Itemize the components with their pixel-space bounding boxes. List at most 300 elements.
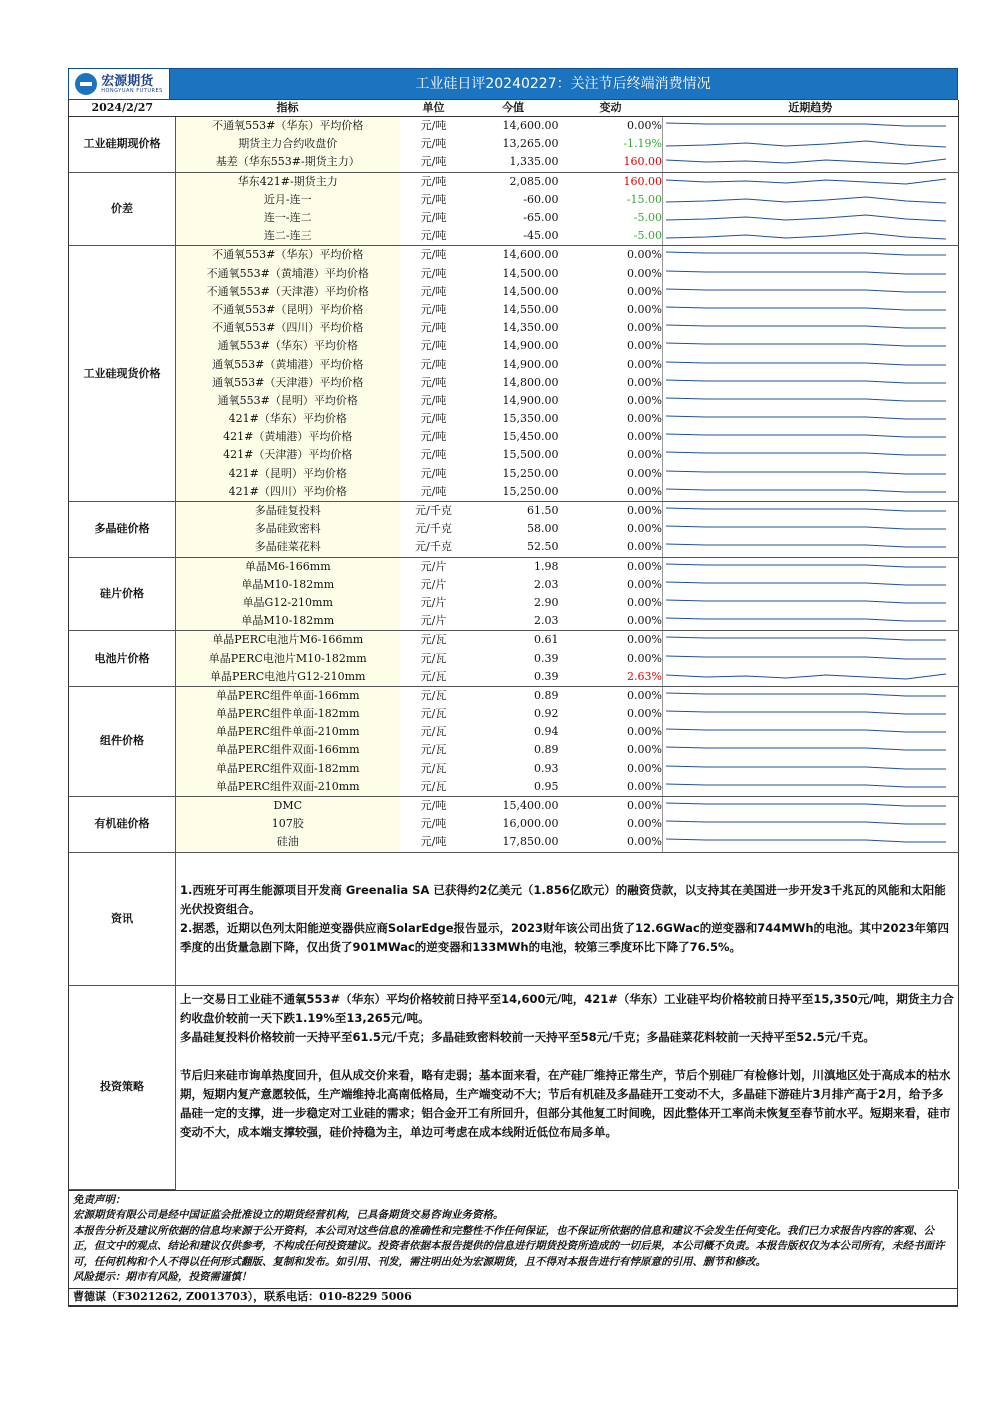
change-cell: 0.00% [559,538,663,557]
change-cell: 0.00% [627,633,662,647]
indicator-cell: 单晶PERC组件单面-182mm [176,705,400,723]
change-cell: 0.00% [627,375,662,389]
unit-cell: 元/千克 [400,538,468,557]
unit-cell: 元/吨 [420,174,447,188]
unit-cell: 元/瓦 [400,778,468,797]
table-row [69,557,959,576]
value-cell: 0.92 [534,707,559,721]
unit-cell: 元/瓦 [420,761,447,775]
table-row [69,265,959,283]
value-cell: 15,250.00 [502,466,559,480]
change-cell: 0.00% [559,612,663,631]
unit-cell: 元/吨 [420,430,447,444]
sparkline-line [666,362,946,365]
sparkline-line [666,434,946,437]
change-cell: 0.00% [627,321,662,335]
change-cell: 160.00 [559,153,663,172]
unit-cell: 元/吨 [400,227,468,246]
strategy-para-1: 上一交易日工业硅不通氧553#（华东）平均价格较前日持平至14,600元/吨，421#（华东）工业硅平均价格较前日持平至15,350元/吨，期货主力合约收盘价较前一天下跌1.19%至13,265元/吨。 [180,991,954,1025]
sparkline-line [666,729,946,732]
value-cell: 14,600.00 [502,119,559,133]
sparkline-svg [663,632,953,648]
trend-sparkline [663,209,959,227]
table-row [69,410,959,428]
indicator-cell: 单晶PERC组件单面-166mm [176,686,400,705]
disclaimer-line-1: 宏源期货有限公司是经中国证监会批准设立的期货经营机构，已具备期货交易咨询业务资格。 [73,1209,504,1221]
unit-cell: 元/千克 [415,504,452,518]
unit-cell: 元/吨 [420,375,447,389]
value-cell: 2.03 [468,612,559,631]
unit-cell: 元/吨 [420,266,447,280]
section-label: 有机硅价格 [69,796,176,852]
change-cell: 0.00% [627,761,662,775]
sparkline-line [666,508,946,511]
section-label: 多晶硅价格 [69,501,176,557]
sparkline-svg [663,302,953,318]
sparkline-line [666,766,946,769]
unit-cell: 元/吨 [420,137,447,151]
indicator-cell: 单晶PERC电池片G12-210mm [176,668,400,687]
value-cell: 13,265.00 [502,137,559,151]
value-cell: 15,500.00 [502,448,559,462]
value-cell: 14,900.00 [502,393,559,407]
table-row [69,815,959,833]
unit-cell: 元/吨 [420,321,447,335]
section-label: 工业硅期现价格 [69,117,176,173]
sparkline-line [666,398,946,401]
table-row [69,723,959,741]
value-cell: 1.98 [534,559,559,573]
indicator-cell: 107胶 [176,815,400,833]
indicator-cell: 连一-连二 [176,209,400,227]
text-table [68,853,959,1190]
sparkline-line [666,564,946,567]
trend-sparkline [663,246,959,265]
value-cell: 14,500.00 [502,284,559,298]
trend-sparkline [663,594,959,612]
sparkline-svg [663,539,953,555]
change-cell: 0.00% [627,266,662,280]
trend-sparkline [663,319,959,337]
value-cell: 0.93 [534,761,559,775]
indicator-cell: 连二-连三 [176,227,400,246]
logo-icon [75,73,97,95]
change-cell: 0.00% [627,817,662,831]
sparkline-svg [663,320,953,336]
unit-cell: 元/瓦 [420,725,447,739]
value-cell: 0.89 [534,688,559,702]
indicator-cell: 单晶G12-210mm [176,594,400,612]
trend-sparkline [663,557,959,576]
trend-sparkline [663,760,959,778]
sparkline-line [666,711,946,714]
indicator-cell: 通氧553#（天津港）平均价格 [176,374,400,392]
indicator-cell: 单晶PERC电池片M6-166mm [176,631,400,650]
unit-cell: 元/吨 [420,284,447,298]
news-item-1: 1.西班牙可再生能源项目开发商 Greenalia SA 已获得约2亿美元（1.856亿欧元）的融资贷款，以支持其在美国进一步开发3千兆瓦的风能和太阳能光伏投资组合。 [180,882,946,916]
value-cell: -60.00 [523,192,559,206]
sparkline-svg [663,393,953,409]
indicator-cell: 单晶PERC电池片M10-182mm [176,649,400,667]
report-header [68,68,958,100]
change-cell: 0.00% [627,284,662,298]
trend-sparkline [663,778,959,797]
trend-sparkline [663,191,959,209]
unit-cell: 元/吨 [400,483,468,502]
table-row [69,833,959,852]
unit-cell: 元/瓦 [420,651,447,665]
change-cell: 0.00% [627,466,662,480]
news-item-2: 2.据悉，近期以色列太阳能逆变器供应商SolarEdge报告显示，2023财年该公司出货了12.6GWac的逆变器和744MWh的电池。其中2023年第四季度的出货量急剧下降，仅出货了901MWac的逆变器和133MWh的电池，较第三季度环比下降了76.5%。 [180,920,950,954]
trend-sparkline [663,355,959,373]
sparkline-line [666,416,946,419]
table-row [69,172,959,191]
value-cell: 58.00 [527,522,559,536]
change-cell: 0.00% [627,448,662,462]
sparkline-line [666,380,946,383]
indicator-cell: 单晶M10-182mm [176,576,400,594]
trend-sparkline [663,483,959,502]
value-cell: 15,250.00 [468,483,559,502]
table-row [69,520,959,538]
trend-sparkline [663,705,959,723]
trend-sparkline [663,501,959,520]
sparkline-svg [663,174,953,190]
trend-sparkline [663,283,959,301]
sparkline-svg [663,375,953,391]
sparkline-svg [663,595,953,611]
trend-sparkline [663,410,959,428]
table-row [69,191,959,209]
trend-sparkline [663,796,959,815]
indicator-cell: 不通氧553#（华东）平均价格 [176,246,400,265]
unit-cell: 元/吨 [420,466,447,480]
indicator-cell: 单晶M6-166mm [176,557,400,576]
value-cell: 0.89 [534,743,559,757]
sparkline-svg [663,779,953,795]
strategy-row [69,985,959,1189]
unit-cell: 元/片 [420,595,447,609]
sparkline-svg [663,559,953,575]
col-indicator: 指标 [176,100,400,117]
table-row [69,355,959,373]
sparkline-svg [663,577,953,593]
sparkline-line [666,489,946,492]
section-label: 硅片价格 [69,557,176,631]
change-cell: 0.00% [627,357,662,371]
indicator-cell: 多晶硅复投料 [176,501,400,520]
indicator-cell: 单晶PERC组件双面-210mm [176,778,400,797]
indicator-cell: 421#（天津港）平均价格 [176,446,400,464]
sparkline-line [666,307,946,310]
sparkline-svg [663,411,953,427]
table-row [69,778,959,797]
news-label: 资讯 [69,853,176,986]
value-cell: 2.90 [534,595,559,609]
sparkline-line [666,197,946,203]
change-cell: 0.00% [559,483,663,502]
indicator-cell: 近月-连一 [176,191,400,209]
strategy-para-3: 节后归来硅市询单热度回升，但从成交价来看，略有走弱；基本面来看，在产硅厂维持正常生产，节后个别硅厂有检修计划，川滇地区处于高成本的枯水期，短期内复产意愿较低，生产端维持北高南低格局，生产端变动不大；节后有机硅及多晶硅开工变动不大，多晶硅下游硅片3月排产高于2月，给予多晶硅一定的支撑，进一步稳定对工业硅的需求；铝合金开工有所回升，但部分其他复工时间晚，因此整体开工率尚未恢复至春节前水平。短期来看，硅市变动不大，成本端支撑较强，硅价持稳为主，单边可考虑在成本线附近低位布局多单。 [180,1067,951,1139]
value-cell: 16,000.00 [502,817,559,831]
sparkline-line [666,526,946,529]
sparkline-line [666,289,946,292]
table-row [69,301,959,319]
sparkline-svg [663,357,953,373]
sparkline-line [666,123,946,126]
disclaimer-line-2: 本报告分析及建议所依据的信息均来源于公开资料，本公司对这些信息的准确性和完整性不作任何保证，也不保证所依据的信息和建议不会发生任何变化。我们已力求报告内容的客观、公正，但文中的观点、结论和建议仅供参考，不构成任何投资建议。投资者依据本报告提供的信息进行期货投资所造成的一切后果，本公司概不负责。本报告版权仅为本公司所有，未经书面许可，任何机构和个人不得以任何形式翻版、复制和发布。如引用、刊发，需注明出处为宏源期货，且不得对本报告进行有悖原意的引用、删节和修改。 [73,1224,945,1268]
indicator-cell: DMC [176,796,400,815]
trend-sparkline [663,135,959,153]
indicator-cell: 多晶硅菜花料 [176,538,400,557]
trend-sparkline [663,741,959,759]
trend-sparkline [663,337,959,355]
sparkline-line [666,784,946,787]
indicator-cell: 单晶PERC组件单面-210mm [176,723,400,741]
trend-sparkline [663,631,959,650]
table-row [69,283,959,301]
table-row [69,760,959,778]
value-cell: 2,085.00 [509,174,559,188]
col-change: 变动 [559,100,663,117]
trend-sparkline [663,465,959,483]
change-cell: 0.00% [627,119,662,133]
value-cell: 14,900.00 [502,339,559,353]
change-cell: 0.00% [627,688,662,702]
value-cell: 15,400.00 [502,799,559,813]
price-table [68,100,959,853]
unit-cell: 元/瓦 [420,743,447,757]
table-row [69,465,959,483]
unit-cell: 元/吨 [420,119,447,133]
unit-cell: 元/片 [420,577,447,591]
section-label: 价差 [69,172,176,246]
change-cell: 160.00 [623,174,662,188]
trend-sparkline [663,520,959,538]
sparkline-line [666,600,946,603]
table-row [69,705,959,723]
sparkline-svg [663,210,953,226]
indicator-cell: 421#（四川）平均价格 [176,483,400,502]
change-cell: 0.00% [627,577,662,591]
change-cell: 0.00% [559,833,663,852]
indicator-cell: 不通氧553#（昆明）平均价格 [176,301,400,319]
value-cell: 14,900.00 [502,357,559,371]
sparkline-line [666,159,946,164]
change-cell: 0.00% [627,430,662,444]
disclaimer [69,1190,957,1288]
value-cell: 1,335.00 [468,153,559,172]
change-cell: 0.00% [627,504,662,518]
change-cell: 0.00% [627,559,662,573]
table-row [69,576,959,594]
sparkline-svg [663,669,953,685]
unit-cell: 元/吨 [420,192,447,206]
indicator-cell: 通氧553#（昆明）平均价格 [176,392,400,410]
company-logo [69,69,170,99]
sparkline-svg [663,118,953,134]
trend-sparkline [663,392,959,410]
value-cell: 2.03 [534,577,559,591]
table-row [69,446,959,464]
trend-sparkline [663,446,959,464]
change-cell: 0.00% [627,725,662,739]
sparkline-svg [663,816,953,832]
table-row [69,483,959,502]
trend-sparkline [663,153,959,172]
change-cell: 0.00% [627,339,662,353]
sparkline-svg [663,154,953,170]
table-row [69,612,959,631]
value-cell: 0.94 [534,725,559,739]
sparkline-svg [663,447,953,463]
indicator-cell: 不通氧553#（华东）平均价格 [176,117,400,136]
unit-cell: 元/瓦 [420,633,447,647]
col-unit: 单位 [400,100,468,117]
sparkline-svg [663,688,953,704]
sparkline-line [666,233,946,239]
unit-cell: 元/瓦 [420,688,447,702]
value-cell: 17,850.00 [468,833,559,852]
change-cell: 0.00% [627,743,662,757]
change-cell: 0.00% [559,778,663,797]
sparkline-svg [663,466,953,482]
trend-sparkline [663,576,959,594]
value-cell: 14,500.00 [502,266,559,280]
disclaimer-heading: 免责声明： [73,1193,126,1206]
unit-cell: 元/吨 [420,302,447,316]
value-cell: 14,350.00 [502,321,559,335]
sparkline-svg [663,429,953,445]
indicator-cell: 期货主力合约收盘价 [176,135,400,153]
change-cell: 2.63% [559,668,663,687]
indicator-cell: 多晶硅致密料 [176,520,400,538]
indicator-cell: 单晶PERC组件双面-182mm [176,760,400,778]
change-cell: 0.00% [627,248,662,262]
sparkline-svg [663,338,953,354]
sparkline-line [666,141,946,147]
unit-cell: 元/吨 [420,799,447,813]
value-cell: 0.95 [468,778,559,797]
news-row [69,853,959,986]
change-cell: -15.00 [626,192,662,206]
value-cell: 61.50 [527,504,559,518]
table-row [69,153,959,172]
sparkline-line [666,747,946,750]
unit-cell: 元/吨 [420,248,447,262]
value-cell: 52.50 [468,538,559,557]
change-cell: -5.00 [559,227,663,246]
table-row [69,501,959,520]
indicator-cell: 通氧553#（华东）平均价格 [176,337,400,355]
trend-sparkline [663,172,959,191]
unit-cell: 元/吨 [420,412,447,426]
sparkline-line [666,252,946,255]
sparkline-svg [663,761,953,777]
unit-cell: 元/吨 [420,211,447,225]
value-cell: 14,550.00 [502,302,559,316]
trend-sparkline [663,612,959,631]
indicator-cell: 通氧553#（黄埔港）平均价格 [176,355,400,373]
sparkline-line [666,674,946,679]
unit-cell: 元/吨 [420,339,447,353]
value-cell: 0.61 [534,633,559,647]
indicator-cell: 基差（华东553#-期货主力） [176,153,400,172]
sparkline-svg [663,521,953,537]
sparkline-line [666,179,946,184]
table-row [69,741,959,759]
value-cell: -45.00 [468,227,559,246]
trend-sparkline [663,428,959,446]
report-sheet [68,68,958,1307]
sparkline-line [666,215,946,221]
sparkline-line [666,637,946,640]
logo-text: 宏源期货 [101,73,154,89]
analyst-contact: 曹德谋（F3021262, Z0013703），联系电话：010-8229 5006 [69,1288,957,1307]
trend-sparkline [663,301,959,319]
unit-cell: 元/片 [420,559,447,573]
indicator-cell: 单晶M10-182mm [176,612,400,631]
sparkline-svg [663,228,953,244]
trend-sparkline [663,686,959,705]
table-row [69,796,959,815]
trend-sparkline [663,723,959,741]
value-cell: 0.39 [534,651,559,665]
sparkline-svg [663,834,953,850]
unit-cell: 元/吨 [420,817,447,831]
change-cell: 0.00% [627,393,662,407]
indicator-cell: 421#（黄埔港）平均价格 [176,428,400,446]
table-row [69,594,959,612]
sparkline-svg [663,192,953,208]
table-row [69,392,959,410]
change-cell: 0.00% [627,522,662,536]
footer [68,1190,958,1307]
change-cell: -1.19% [623,137,662,151]
change-cell: -5.00 [633,211,662,225]
unit-cell: 元/吨 [420,357,447,371]
trend-sparkline [663,649,959,667]
table-row [69,209,959,227]
change-cell: 0.00% [627,595,662,609]
sparkline-line [666,325,946,328]
table-row [69,246,959,265]
trend-sparkline [663,117,959,136]
indicator-cell: 421#（华东）平均价格 [176,410,400,428]
sparkline-line [666,839,946,842]
change-cell: 0.00% [627,651,662,665]
sparkline-line [666,618,946,621]
sparkline-svg [663,266,953,282]
value-cell: 14,600.00 [502,248,559,262]
table-row [69,428,959,446]
table-row [69,319,959,337]
unit-cell: 元/吨 [420,393,447,407]
news-content [176,853,958,965]
change-cell: 0.00% [627,707,662,721]
sparkline-line [666,471,946,474]
value-cell: 15,350.00 [502,412,559,426]
sparkline-svg [663,284,953,300]
table-row [69,117,959,136]
trend-sparkline [663,815,959,833]
sparkline-line [666,693,946,696]
change-cell: 0.00% [627,799,662,813]
sparkline-line [666,544,946,547]
strategy-content [176,986,958,1150]
unit-cell: 元/片 [400,612,468,631]
sparkline-svg [663,706,953,722]
